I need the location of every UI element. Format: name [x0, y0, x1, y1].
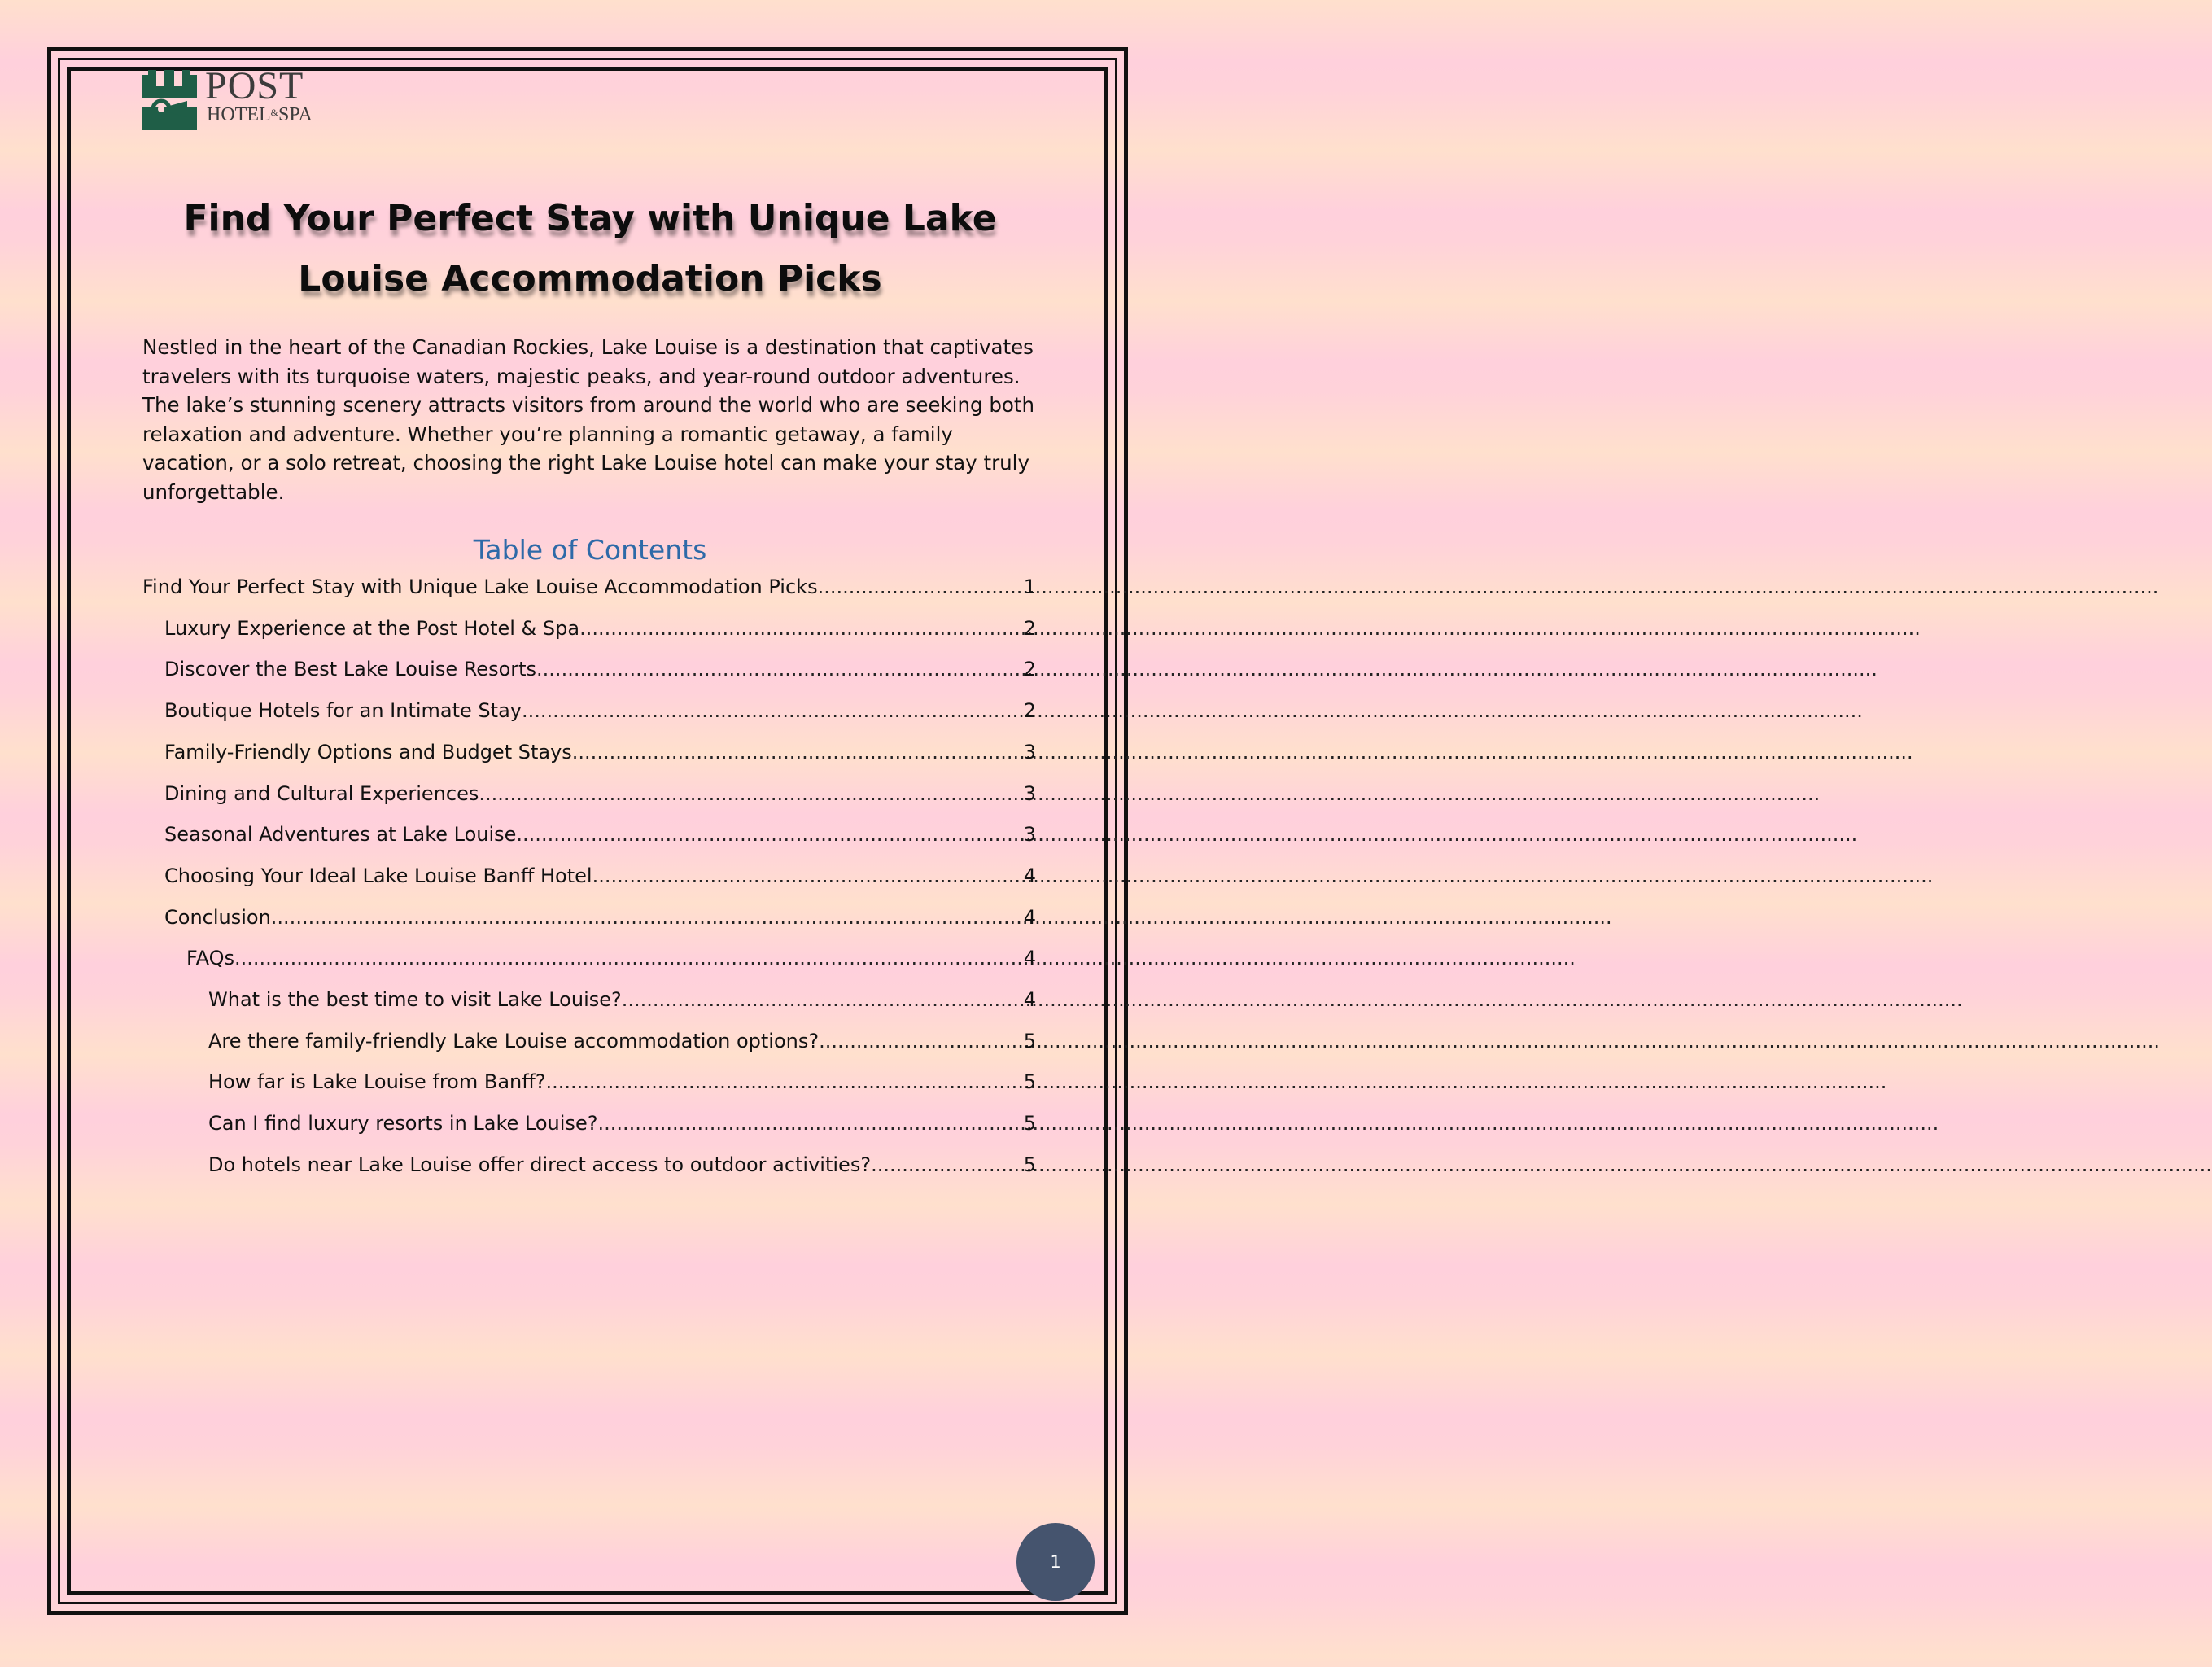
- toc-entry-text: Are there family-friendly Lake Louise accommodation options?: [208, 1029, 820, 1052]
- toc-entry-page: 3: [1023, 781, 1036, 805]
- intro-paragraph: Nestled in the heart of the Canadian Rockies, Lake Louise is a destination that captivates travelers with its turquoise waters, majestic peaks, and year-round outdoor adventures. The lake’s stunning scenery attracts visitors from around the world who are seeking both relaxation and adventure. Whether you’re planning a romantic getaway, a family vacation, or a solo retreat, choosing the right Lake Louise hotel can make your stay truly unforgettable.: [142, 335, 1035, 504]
- toc-entry-page: 4: [1023, 905, 1036, 929]
- toc-entry[interactable]: [142, 614, 1036, 643]
- toc-entry-page: 5: [1023, 1112, 1036, 1135]
- toc-entry[interactable]: [142, 696, 1036, 725]
- toc-entry-page: 5: [1023, 1029, 1036, 1052]
- toc-entry-text: Can I find luxury resorts in Lake Louise?: [208, 1112, 598, 1135]
- castle-horn-logo-icon: [142, 70, 197, 130]
- toc-entry[interactable]: [142, 1026, 1036, 1056]
- toc-heading: Table of Contents: [473, 534, 707, 566]
- toc-dot-leader: [234, 943, 1022, 973]
- toc-entry-page: 3: [1023, 823, 1036, 847]
- toc-entry-page: 5: [1023, 1153, 1036, 1176]
- toc-entry[interactable]: [142, 903, 1036, 932]
- toc-entry-page: 3: [1023, 740, 1036, 763]
- toc-entry-text: Boutique Hotels for an Intimate Stay: [164, 699, 522, 723]
- toc-entry-page: 4: [1023, 864, 1036, 887]
- toc-entry[interactable]: [142, 654, 1036, 684]
- toc-entry-text: Find Your Perfect Stay with Unique Lake Louise Accommodation Picks: [142, 575, 818, 598]
- toc-entry-text: How far is Lake Louise from Banff?: [208, 1070, 546, 1094]
- toc-entry[interactable]: [142, 943, 1036, 973]
- toc-entry[interactable]: [142, 572, 1036, 602]
- toc-dot-leader: [819, 1026, 1022, 1056]
- toc-dot-leader: [579, 614, 1022, 643]
- toc-entry-text: Luxury Experience at the Post Hotel & Spa: [164, 616, 580, 640]
- toc-dot-leader: [871, 1150, 1022, 1179]
- toc-entry-page: 2: [1023, 616, 1036, 640]
- toc-dot-leader: [622, 985, 1022, 1014]
- toc-entry[interactable]: [142, 985, 1036, 1014]
- page-number-badge: 1: [1016, 1523, 1095, 1601]
- toc-entry-text: What is the best time to visit Lake Louise?: [208, 988, 622, 1011]
- toc-entry-text: Seasonal Adventures at Lake Louise: [164, 823, 517, 847]
- toc-entry[interactable]: [142, 820, 1036, 849]
- toc-dot-leader: [597, 1109, 1021, 1138]
- toc-entry-page: 1: [1023, 575, 1036, 598]
- toc-dot-leader: [536, 654, 1022, 684]
- logo-word-post: POST: [205, 64, 304, 107]
- toc-dot-leader: [522, 696, 1022, 725]
- toc-entry-text: Family-Friendly Options and Budget Stays: [164, 740, 572, 763]
- toc-dot-leader: [516, 820, 1021, 849]
- toc-dot-leader: [818, 572, 1022, 602]
- toc-entry-text: FAQs: [186, 947, 234, 970]
- toc-dot-leader: [479, 779, 1021, 808]
- toc-entry-page: 2: [1023, 699, 1036, 723]
- toc-entry[interactable]: [142, 1067, 1036, 1096]
- document-title: Find Your Perfect Stay with Unique Lake Louise Accommodation Picks: [183, 198, 997, 300]
- toc-entry[interactable]: [142, 1150, 1036, 1179]
- toc-entry-text: Conclusion: [164, 905, 271, 929]
- toc-entry[interactable]: [142, 779, 1036, 808]
- toc-entry-text: Choosing Your Ideal Lake Louise Banff Hotel: [164, 864, 592, 887]
- toc-dot-leader: [271, 903, 1022, 932]
- post-hotel-logo: [142, 64, 329, 133]
- toc-entry[interactable]: [142, 1109, 1036, 1138]
- toc-entry-page: 5: [1023, 1070, 1036, 1094]
- toc-entry-text: Discover the Best Lake Louise Resorts: [164, 658, 537, 681]
- toc-entry-page: 4: [1023, 947, 1036, 970]
- logo-word-hotel-spa: HOTEL&SPA: [207, 104, 313, 125]
- toc-entry-page: 4: [1023, 988, 1036, 1011]
- toc-dot-leader: [546, 1067, 1022, 1096]
- toc-entry-page: 2: [1023, 658, 1036, 681]
- toc-dot-leader: [572, 737, 1022, 767]
- toc-entry-text: Dining and Cultural Experiences: [164, 781, 479, 805]
- toc-entry[interactable]: [142, 861, 1036, 890]
- toc-dot-leader: [592, 861, 1022, 890]
- toc-entry-text: Do hotels near Lake Louise offer direct access to outdoor activities?: [208, 1153, 872, 1176]
- toc-entry[interactable]: [142, 737, 1036, 767]
